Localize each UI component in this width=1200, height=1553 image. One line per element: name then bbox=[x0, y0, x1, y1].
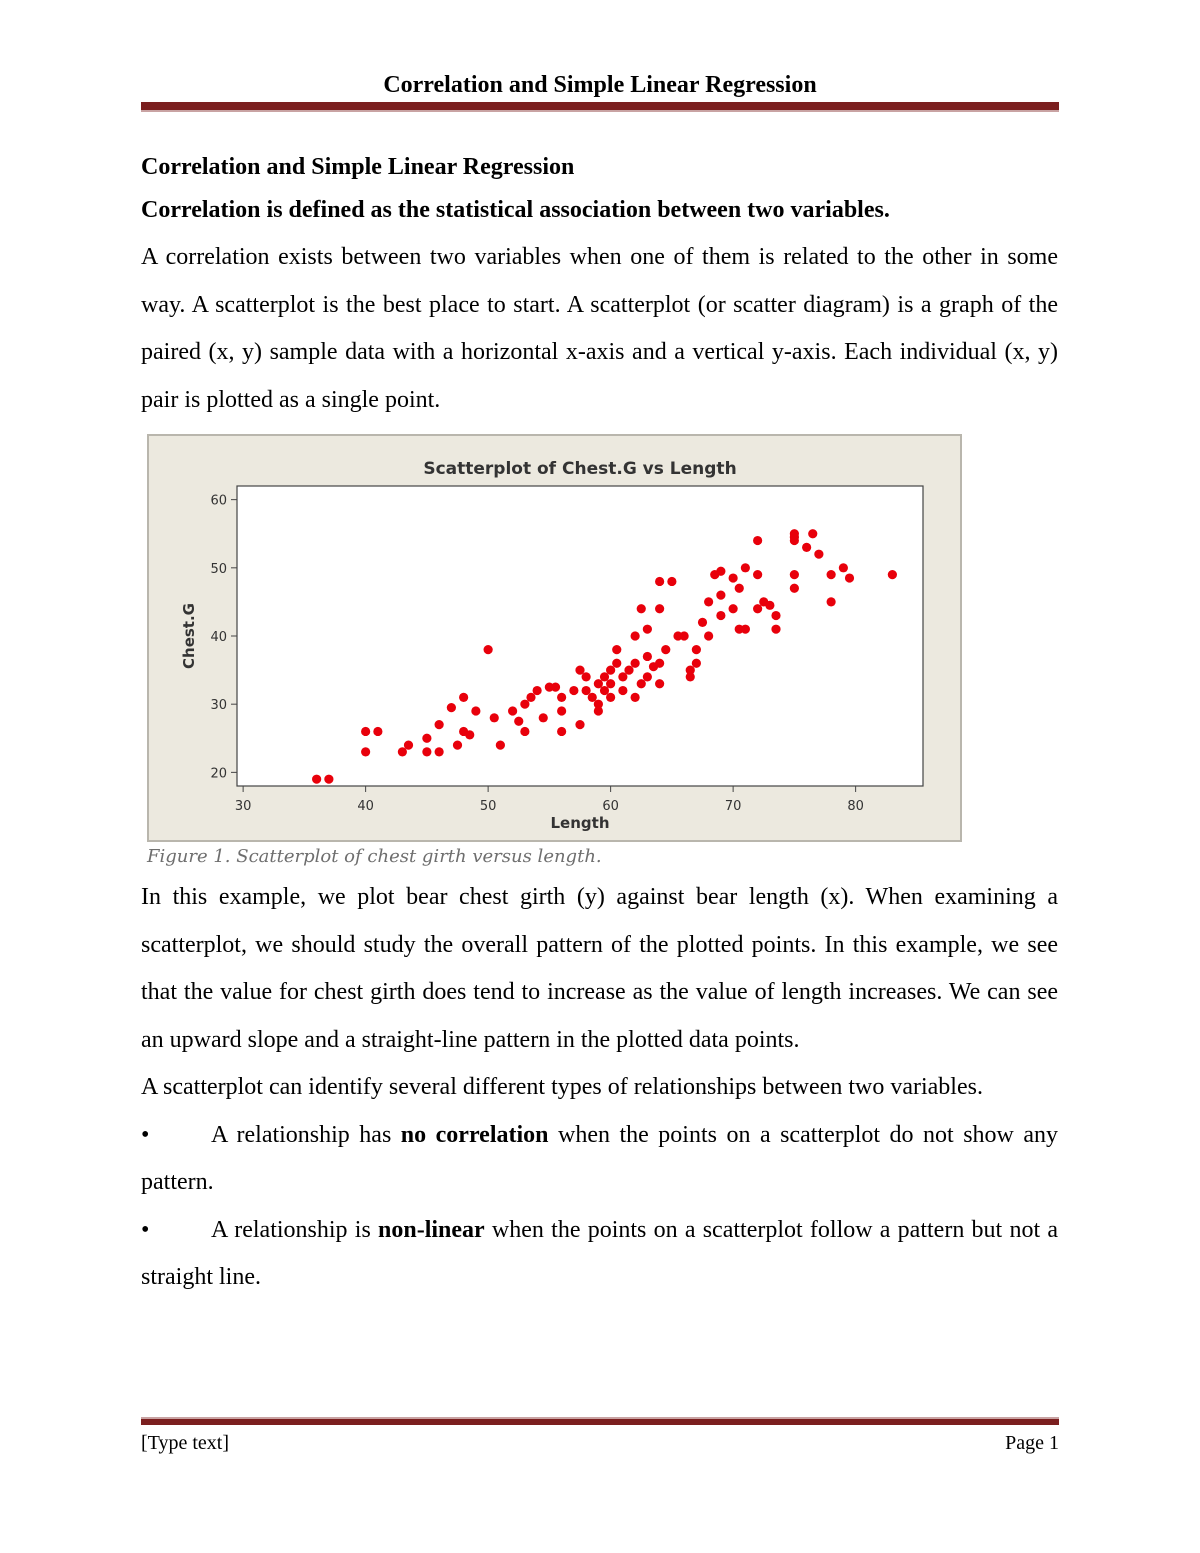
data-point bbox=[398, 747, 407, 756]
data-point bbox=[373, 727, 382, 736]
data-point bbox=[631, 631, 640, 640]
data-point bbox=[771, 611, 780, 620]
data-point bbox=[655, 604, 664, 613]
data-point bbox=[526, 693, 535, 702]
data-point bbox=[514, 717, 523, 726]
data-point bbox=[704, 631, 713, 640]
data-point bbox=[735, 584, 744, 593]
data-point bbox=[582, 686, 591, 695]
data-point bbox=[361, 747, 370, 756]
data-point bbox=[802, 543, 811, 552]
y-tick-label: 20 bbox=[210, 766, 227, 782]
paragraph-types: A scatterplot can identify several different types of relationships between two variables. bbox=[141, 1074, 983, 1100]
data-point bbox=[453, 740, 462, 749]
data-point bbox=[643, 625, 652, 634]
data-point bbox=[520, 727, 529, 736]
y-axis-label: Chest.G bbox=[180, 603, 198, 669]
data-point bbox=[771, 625, 780, 634]
figure-caption: Figure 1. Scatterplot of chest girth versus length. bbox=[147, 846, 602, 867]
section-title: Correlation and Simple Linear Regression bbox=[141, 154, 575, 180]
data-point bbox=[612, 659, 621, 668]
y-tick-label: 50 bbox=[210, 561, 227, 577]
data-point bbox=[741, 625, 750, 634]
x-tick-label: 40 bbox=[357, 799, 374, 814]
data-point bbox=[631, 693, 640, 702]
data-point bbox=[716, 590, 725, 599]
x-tick-label: 80 bbox=[847, 799, 864, 814]
data-point bbox=[618, 672, 627, 681]
data-point bbox=[575, 720, 584, 729]
data-point bbox=[594, 679, 603, 688]
data-point bbox=[312, 775, 321, 784]
data-point bbox=[845, 573, 854, 582]
data-point bbox=[324, 775, 333, 784]
data-point bbox=[667, 577, 676, 586]
data-point bbox=[716, 611, 725, 620]
data-point bbox=[753, 570, 762, 579]
chart-title: Scatterplot of Chest.G vs Length bbox=[423, 459, 737, 479]
data-point bbox=[790, 536, 799, 545]
data-point bbox=[655, 659, 664, 668]
page-number: Page 1 bbox=[1005, 1432, 1059, 1454]
bullet-text-post: when the points on a scatterplot do not show any pattern. bbox=[141, 1121, 1059, 1195]
data-point bbox=[520, 700, 529, 709]
data-point bbox=[655, 679, 664, 688]
y-tick-label: 40 bbox=[210, 630, 227, 645]
data-point bbox=[790, 570, 799, 579]
data-point bbox=[539, 713, 548, 722]
data-point bbox=[698, 618, 707, 627]
data-point bbox=[569, 686, 578, 695]
data-point bbox=[422, 747, 431, 756]
bullet-no-correlation bbox=[141, 1112, 1058, 1207]
data-point bbox=[404, 740, 413, 749]
y-tick-label: 30 bbox=[210, 698, 227, 714]
data-point bbox=[606, 693, 615, 702]
bullet-marker: • bbox=[141, 1121, 150, 1148]
data-point bbox=[533, 686, 542, 695]
bullet-text-post: when the points on a scatterplot follow a pattern but not a straight line. bbox=[141, 1216, 1058, 1290]
data-point bbox=[557, 693, 566, 702]
data-point bbox=[557, 727, 566, 736]
x-tick-label: 70 bbox=[724, 799, 742, 814]
x-tick-label: 30 bbox=[234, 799, 252, 814]
data-point bbox=[435, 720, 444, 729]
y-tick-label: 60 bbox=[210, 493, 227, 509]
data-point bbox=[637, 604, 646, 613]
data-point bbox=[661, 645, 670, 654]
bullet-text-pre: A relationship has bbox=[211, 1121, 401, 1148]
data-point bbox=[484, 645, 493, 654]
data-point bbox=[729, 573, 738, 582]
data-point bbox=[716, 567, 725, 576]
footer-placeholder: [Type text] bbox=[141, 1432, 230, 1454]
data-point bbox=[655, 577, 664, 586]
data-point bbox=[643, 672, 652, 681]
data-point bbox=[680, 631, 689, 640]
document-body bbox=[141, 148, 1058, 1302]
data-point bbox=[588, 693, 597, 702]
data-point bbox=[557, 706, 566, 715]
plot-area bbox=[237, 486, 923, 786]
data-point bbox=[624, 665, 633, 674]
bullet-non-linear bbox=[141, 1207, 1058, 1302]
data-point bbox=[594, 706, 603, 715]
data-point bbox=[814, 550, 823, 559]
running-header: Correlation and Simple Linear Regression bbox=[383, 72, 817, 98]
x-tick-label: 50 bbox=[479, 799, 497, 814]
data-point bbox=[582, 672, 591, 681]
data-point bbox=[704, 597, 713, 606]
data-point bbox=[692, 645, 701, 654]
data-point bbox=[600, 672, 609, 681]
data-point bbox=[490, 713, 499, 722]
data-point bbox=[637, 679, 646, 688]
footer-rule bbox=[141, 1417, 1059, 1425]
data-point bbox=[729, 604, 738, 613]
data-point bbox=[551, 683, 560, 692]
data-point bbox=[686, 672, 695, 681]
data-point bbox=[827, 597, 836, 606]
bullet-bold-term: no correlation bbox=[400, 1121, 549, 1148]
x-axis-label: Length bbox=[550, 814, 610, 832]
data-point bbox=[361, 727, 370, 736]
data-point bbox=[753, 536, 762, 545]
paragraph-example: In this example, we plot bear chest girth (y) against bear length (x). When examining a scatterplot, we should study the overall pattern of the plotted points. In this example, we see that the value for chest girth does tend to increase as the value of length increases. We can see an upward slope and a straight-line pattern in the plotted data points. bbox=[141, 884, 1058, 1053]
data-point bbox=[839, 563, 848, 572]
header-rule bbox=[141, 102, 1059, 112]
data-point bbox=[631, 659, 640, 668]
data-point bbox=[471, 706, 480, 715]
data-point bbox=[606, 665, 615, 674]
data-point bbox=[612, 645, 621, 654]
data-point bbox=[888, 570, 897, 579]
data-point bbox=[692, 659, 701, 668]
data-point bbox=[618, 686, 627, 695]
data-point bbox=[765, 601, 774, 610]
data-point bbox=[575, 665, 584, 674]
data-point bbox=[827, 570, 836, 579]
bullet-marker: • bbox=[141, 1216, 150, 1243]
data-point bbox=[422, 734, 431, 743]
definition-heading: Correlation is defined as the statistical association between two variables. bbox=[141, 197, 890, 223]
data-point bbox=[496, 740, 505, 749]
data-point bbox=[606, 679, 615, 688]
data-point bbox=[508, 706, 517, 715]
data-point bbox=[435, 747, 444, 756]
data-point bbox=[465, 730, 474, 739]
data-point bbox=[447, 703, 456, 712]
x-tick-label: 60 bbox=[602, 799, 619, 814]
data-point bbox=[808, 529, 817, 538]
data-point bbox=[600, 686, 609, 695]
scatterplot-figure bbox=[147, 434, 962, 842]
bullet-text-pre: A relationship is bbox=[211, 1216, 379, 1243]
data-point bbox=[643, 652, 652, 661]
data-point bbox=[753, 604, 762, 613]
data-point bbox=[741, 563, 750, 572]
bullet-bold-term: non-linear bbox=[378, 1216, 485, 1243]
data-point bbox=[459, 693, 468, 702]
scatterplot-chart bbox=[149, 436, 960, 840]
data-point bbox=[790, 584, 799, 593]
paragraph-intro: A correlation exists between two variables when one of them is related to the other in some way. A scatterplot is the best place to start. A scatterplot (or scatter diagram) is a graph of the paired (x, y) sample data with a horizontal x-axis and a vertical y-axis. Each individual (x, y) pair is plotted as a single point. bbox=[141, 244, 1058, 413]
